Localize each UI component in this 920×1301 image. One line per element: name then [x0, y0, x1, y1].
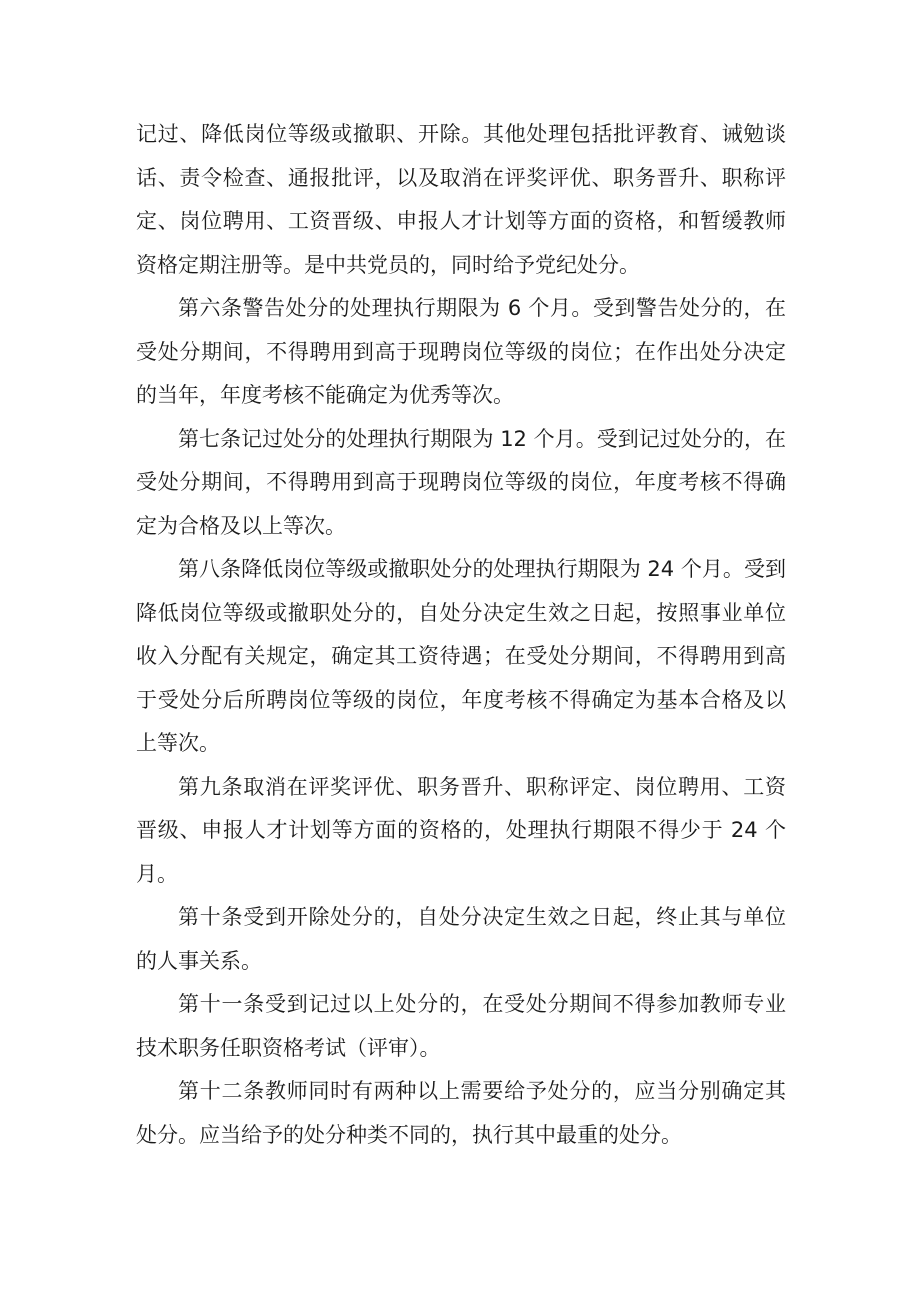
paragraph-article-7: 第七条记过处分的处理执行期限为 12 个月。受到记过处分的，在受处分期间，不得聘用到高于现聘岗位等级的岗位，年度考核不得确定为合格及以上等次。 — [136, 426, 786, 538]
paragraph-article-8: 第八条降低岗位等级或撤职处分的处理执行期限为 24 个月。受到降低岗位等级或撤职处分的，自处分决定生效之日起，按照事业单位收入分配有关规定，确定其工资待遇；在受处分期间，不得聘用到高于受处分后所聘岗位等级的岗位，年度考核不得确定为基本合格及以上等次。 — [136, 557, 786, 755]
paragraph-article-12: 第十二条教师同时有两种以上需要给予处分的，应当分别确定其处分。应当给予的处分种类不同的，执行其中最重的处分。 — [136, 1079, 786, 1147]
paragraph-article-11: 第十一条受到记过以上处分的，在受处分期间不得参加教师专业技术职务任职资格考试（评审）。 — [136, 992, 786, 1060]
paragraph-article-10: 第十条受到开除处分的，自处分决定生效之日起，终止其与单位的人事关系。 — [136, 905, 786, 973]
document-body — [136, 113, 786, 1157]
paragraph-article-6: 第六条警告处分的处理执行期限为 6 个月。受到警告处分的，在受处分期间，不得聘用到高于现聘岗位等级的岗位；在作出处分决定的当年，年度考核不能确定为优秀等次。 — [136, 296, 786, 407]
paragraph-article-9: 第九条取消在评奖评优、职务晋升、职称评定、岗位聘用、工资晋级、申报人才计划等方面的资格的，处理执行期限不得少于 24 个月。 — [136, 774, 786, 886]
paragraph-continuation: 记过、降低岗位等级或撤职、开除。其他处理包括批评教育、诫勉谈话、责令检查、通报批评，以及取消在评奖评优、职务晋升、职称评定、岗位聘用、工资晋级、申报人才计划等方面的资格，和暂缓教师资格定期注册等。是中共党员的，同时给予党纪处分。 — [136, 122, 786, 277]
